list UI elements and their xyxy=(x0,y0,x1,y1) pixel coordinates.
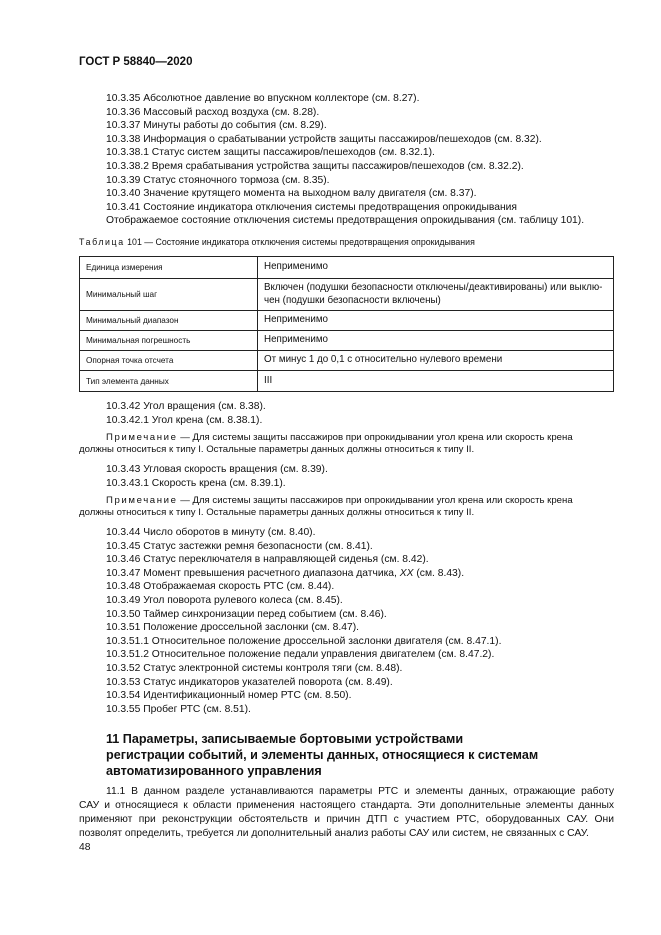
note-line xyxy=(79,495,614,507)
paragraph xyxy=(79,785,614,841)
list-item: 10.3.41 Состояние индикатора отключения системы предотвращения опрокидывания xyxy=(106,201,517,213)
paragraph-line: позволят определить, требуется ли дополнительный анализ работы САУ или систем, не связанных с САУ. xyxy=(79,828,589,839)
table-value-line: Включен (подушки безопасности отключены/деактивированы) или выклю- xyxy=(264,282,603,293)
table-key-cell: Единица измерения xyxy=(80,257,258,279)
page-number: 48 xyxy=(79,842,91,853)
section-heading-line: 11 Параметры, записываемые бортовыми устройствами xyxy=(106,732,464,746)
table-key-cell: Минимальная погрешность xyxy=(80,331,258,351)
list-item: 10.3.38 Информация о срабатывании устройств защиты пассажиров/пешеходов (см. 8.32). xyxy=(106,133,542,145)
note-label: Примечание xyxy=(106,432,178,443)
table-key-cell: Тип элемента данных xyxy=(80,371,258,392)
section-heading xyxy=(106,731,606,779)
list-item: 10.3.38.1 Статус систем защиты пассажиров/пешеходов (см. 8.32.1). xyxy=(106,147,435,159)
note-line: должны относиться к типу I. Остальные параметры данных должны относиться к типу II. xyxy=(79,444,475,456)
note-label: Примечание xyxy=(106,495,178,506)
list-item: 10.3.44 Число оборотов в минуту (см. 8.40). xyxy=(106,527,316,538)
note xyxy=(79,495,614,520)
table-caption-text: 101 — Состояние индикатора отключения системы предотвращения опрокидывания xyxy=(127,237,475,247)
table-row xyxy=(80,351,614,371)
note xyxy=(79,432,614,457)
list-item: 10.3.51.1 Относительное положение дроссельной заслонки двигателя (см. 8.47.1). xyxy=(106,635,502,647)
list-item: 10.3.40 Значение крутящего момента на выходном валу двигателя (см. 8.37). xyxy=(106,188,477,200)
table-key-cell: Минимальный шаг xyxy=(80,279,258,311)
list-item: 10.3.38.2 Время срабатывания устройства защиты пассажиров/пешеходов (см. 8.32.2). xyxy=(106,160,524,172)
list-item: 10.3.53 Статус индикаторов указателей поворота (см. 8.49). xyxy=(106,676,393,688)
list-item: 10.3.43 Угловая скорость вращения (см. 8.39). xyxy=(106,464,328,475)
list-item: 10.3.54 Идентификационный номер РТС (см. 8.50). xyxy=(106,690,352,702)
note-text: — Для системы защиты пассажиров при опрокидывании угол крена или скорость крена xyxy=(177,432,573,443)
table-value-cell: От минус 1 до 0,1 с относительно нулевого времени xyxy=(258,351,614,371)
list-item: 10.3.50 Таймер синхронизации перед событием (см. 8.46). xyxy=(106,608,387,620)
section-heading-line: автоматизированного управления xyxy=(106,764,322,778)
table-row xyxy=(80,371,614,392)
table-value-cell: III xyxy=(258,371,614,392)
table-value-cell: Неприменимо xyxy=(258,257,614,279)
list-item-continuation: Отображаемое состояние отключения системы предотвращения опрокидывания (см. таблицу 101). xyxy=(106,215,585,227)
list-item-text: 10.3.47 Момент превышения расчетного диапазона датчика, xyxy=(106,567,400,579)
table-key-cell: Минимальный диапазон xyxy=(80,311,258,331)
paragraph-line: применяют при реконструкции обстоятельств и причин ДТП с участием РТС, оборудованных САУ. Они xyxy=(79,814,614,825)
list-item-variable: XX xyxy=(399,567,414,579)
paragraph-line: САУ и относящиеся к области применения настоящего стандарта. Эти дополнительные элементы данных xyxy=(79,800,614,811)
table-row xyxy=(80,279,614,311)
list-item: 10.3.45 Статус застежки ремня безопасности (см. 8.41). xyxy=(106,540,373,552)
document-header: ГОСТ Р 58840—2020 xyxy=(79,56,193,68)
list-item: 10.3.51.2 Относительное положение педали управления двигателем (см. 8.47.2). xyxy=(106,649,495,661)
note-line: должны относиться к типу I. Остальные параметры данных должны относиться к типу II. xyxy=(79,507,475,519)
list-item: 10.3.43.1 Скорость крена (см. 8.39.1). xyxy=(106,477,286,489)
table-row xyxy=(80,311,614,331)
list-item: 10.3.39 Статус стояночного тормоза (см. 8.35). xyxy=(106,174,330,186)
table-row xyxy=(80,331,614,351)
table-value-cell: Неприменимо xyxy=(258,331,614,351)
data-table xyxy=(79,256,614,392)
table-caption xyxy=(79,237,475,247)
list-item: 10.3.36 Массовый расход воздуха (см. 8.28). xyxy=(106,106,320,118)
note-line xyxy=(79,432,614,444)
section-heading-line: регистрации событий, и элементы данных, относящиеся к системам xyxy=(106,748,539,762)
list-item: 10.3.49 Угол поворота рулевого колеса (см. 8.45). xyxy=(106,594,343,606)
list-item: 10.3.35 Абсолютное давление во впускном коллекторе (см. 8.27). xyxy=(106,93,420,104)
table-row xyxy=(80,257,614,279)
item-list-4 xyxy=(79,526,614,716)
table-caption-label: Таблица xyxy=(79,237,125,247)
list-item-text: (см. 8.43). xyxy=(413,567,465,579)
table-value-line: чен (подушки безопасности включены) xyxy=(264,294,441,306)
list-item: 10.3.42.1 Угол крена (см. 8.38.1). xyxy=(106,414,263,426)
list-item: 10.3.52 Статус электронной системы контроля тяги (см. 8.48). xyxy=(106,662,403,674)
list-item xyxy=(79,567,614,581)
list-item: 10.3.51 Положение дроссельной заслонки (см. 8.47). xyxy=(106,622,359,634)
list-item: 10.3.46 Статус переключателя в направляющей сиденья (см. 8.42). xyxy=(106,554,429,566)
paragraph-line: 11.1 В данном разделе устанавливаются параметры РТС и элементы данных, отражающие работу xyxy=(106,786,614,797)
table-value-cell xyxy=(258,279,614,311)
list-item: 10.3.48 Отображаемая скорость РТС (см. 8.44). xyxy=(106,581,335,593)
list-item: 10.3.55 Пробег РТС (см. 8.51). xyxy=(106,703,251,715)
table-value-cell: Неприменимо xyxy=(258,311,614,331)
note-text: — Для системы защиты пассажиров при опрокидывании угол крена или скорость крена xyxy=(177,495,573,506)
list-item: 10.3.37 Минуты работы до события (см. 8.29). xyxy=(106,120,327,132)
item-list-1 xyxy=(79,92,614,228)
item-list-2 xyxy=(79,400,614,427)
item-list-3 xyxy=(79,463,614,490)
table-key-cell: Опорная точка отсчета xyxy=(80,351,258,371)
list-item: 10.3.42 Угол вращения (см. 8.38). xyxy=(106,401,266,412)
